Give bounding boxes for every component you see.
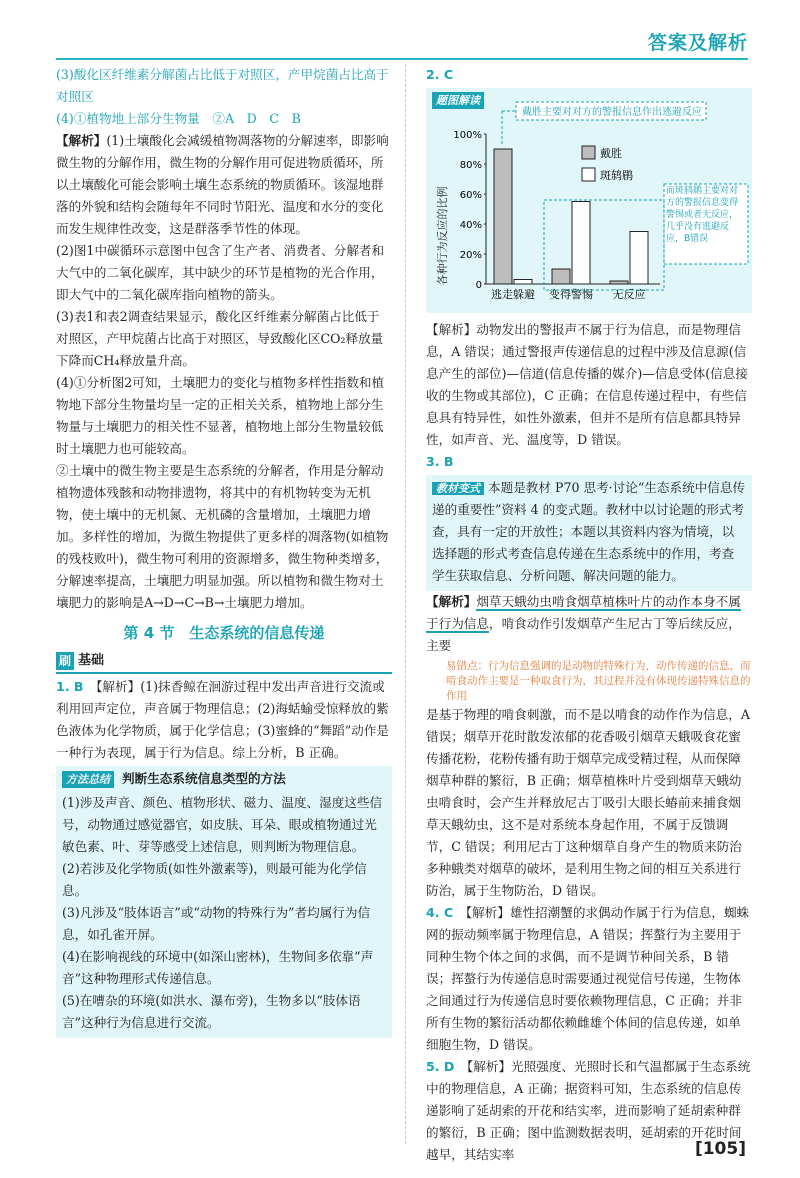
page-number: [105] xyxy=(694,1139,746,1159)
figure-interpretation xyxy=(426,88,752,313)
figure-badge: 题图解读 xyxy=(432,92,484,109)
legend-label: 戴胜 xyxy=(600,147,622,160)
method-item: (3)凡涉及“肢体语言”或“动物的特殊行为”者均属行为信息，如孔雀开屏。 xyxy=(62,905,371,942)
annotation-right: 而斑鸫鹛主要对对方的警报信息变得警惕或者无反应，几乎没有逃避反应，B错误 xyxy=(666,186,739,244)
textbook-badge: 教材变式 xyxy=(432,482,484,495)
legend-swatch-banjiumei xyxy=(582,168,595,181)
legend-label: 斑鸫鹛 xyxy=(600,169,633,182)
explanation-label: 【解析】 xyxy=(56,133,107,148)
y-tick-label: 60% xyxy=(459,190,482,201)
explanation-1: 【解析】(1)土壤酸化会减缓植物凋落物的分解速率，即影响微生物的分解作用，微生物的分解作用可促进物质循环，所以土壤酸化可能会影响土壤生态系统的物质循环。该湿地群落的外貌和结构会随每年不同时节阳光、温度和水分的变化而发生规律性改变，这是群落季节性的体现。 xyxy=(56,133,389,236)
explanation-2: (2)图1中碳循环示意图中包含了生产者、消费者、分解者和大气中的二氧化碳库，其中缺少的环节是植物的光合作用，即大气中的二氧化碳库指向植物的箭头。 xyxy=(56,243,385,302)
bar-banjiumei xyxy=(630,232,648,285)
y-tick-label: 20% xyxy=(459,250,482,261)
bar-banjiumei xyxy=(572,202,590,285)
question-number: 1. B xyxy=(56,679,84,694)
basic-section-bar xyxy=(56,650,392,674)
column-divider xyxy=(405,64,406,1144)
error-prone-note: 易错点：行为信息强调的是动物的特殊行为，动作传递的信息，而啃食动作主要是一种取食行为，其过程并没有体现传递特殊信息的作用 xyxy=(446,660,751,702)
bar-daisheng xyxy=(494,149,512,284)
header-title: 答案及解析 xyxy=(647,32,748,54)
method-title: 判断生态系统信息类型的方法 xyxy=(122,771,286,786)
question-3-explanation-rest: 是基于物理的啃食刺激，而不是以啃食的动作作为信息，A 错误；烟草开花时散发浓郁的花香吸引烟草天蛾吸食花蜜传播花粉，花粉传播有助于烟草完成受精过程，从而保障烟草种群的繁衍，B 正确；烟草植株叶片受到烟草天蛾幼虫啃食时，会产生并释放尼古丁吸引大眼长蝽前来捕食烟草天蛾幼虫，这不是对系统本身起作用，不属于反馈调节，C 错误；利用尼古丁这种烟草自身产生的物质来防治多种蛾类对烟草的破坏，是利用生物之间的相互关系进行防治，属于生物防治，D 错误。 xyxy=(426,707,750,898)
basic-label: 基础 xyxy=(78,653,105,668)
x-tick-label: 逃走躲避 xyxy=(491,288,535,301)
x-tick-label: 变得警惕 xyxy=(549,288,593,301)
method-badge: 方法总结 xyxy=(62,771,114,788)
bar-daisheng xyxy=(552,269,570,284)
method-item: (4)在影响视线的环境中(如深山密林)，生物间多依靠“声音”这种物理形式传递信息。 xyxy=(62,949,374,986)
section-title: 第 4 节 生态系统的信息传递 xyxy=(123,624,325,642)
explanation-4: (4)①分析图2可知，土壤肥力的变化与植物多样性指数和植物地下部分生物量均呈一定的正相关关系，植物地上部分生物量与土壤肥力的相关性不显著，植物地上部分生物量较低时土壤肥力也可能较高。 xyxy=(56,375,385,456)
bar-daisheng xyxy=(610,281,628,284)
textbook-variant: 教材变式 本题是教材 P70 思考·讨论“生态系统中信息传递的重要性”资料 4 的变式题。教材中以讨论题的形式考查，具有一定的开放性；本题以其资料内容为情境，以选择题的形式考查信息传递在生态系统中的作用，考查学生获取信息、分析问题、解决问题的能力。 xyxy=(432,480,746,583)
question-number: 5. D xyxy=(426,1059,455,1074)
method-summary-head xyxy=(62,768,386,790)
annotation-top: 戴胜主要对对方的警报信息作出逃避反应 xyxy=(522,107,702,118)
answer-3: (3)酸化区纤维素分解菌占比低于对照区，产甲烷菌占比高于对照区 xyxy=(56,67,389,104)
method-item: (5)在嘈杂的环境(如洪水、瀑布旁)，生物多以“肢体语言”这种行为信息进行交流。 xyxy=(62,993,361,1030)
question-1: 1. B 【解析】(1)抹香鲸在洄游过程中发出声音进行交流或利用回声定位，声音属于物理信息；(2)海蛞蝓受惊释放的紫色液体为化学物质，属于化学信息；(3)蜜蜂的“舞蹈”动作是一种行为表现，属于行为信息。综上分析，B 正确。 xyxy=(56,679,389,760)
header-rule xyxy=(56,58,748,60)
question-number: 4. C xyxy=(426,905,454,920)
answer-4: (4)①植物地上部分生物量 ②A D C B xyxy=(56,111,301,126)
method-item: (2)若涉及化学物质(如性外激素等)，则最可能为化学信息。 xyxy=(62,861,367,898)
question-3-explanation: 【解析】烟草天蛾幼虫啃食烟草植株叶片的动作本身不属于行为信息，啃食动作引发烟草产生尼古丁等后续反应，主要 xyxy=(426,594,741,653)
y-tick-label: 100% xyxy=(453,130,482,141)
question-number: 2. C xyxy=(426,67,454,82)
bar-chart xyxy=(426,88,752,313)
method-summary-box xyxy=(56,766,392,1038)
explanation-5: ②土壤中的微生物主要是生态系统的分解者，作用是分解动植物遗体残骸和动物排遗物，将其中的有机物转变为无机物，使土壤中的无机氮、无机磷的含量增加，土壤肥力增加。多样性的增加，为微生物提供了更多样的凋落物(如植物的残枝败叶)，微生物可利用的资源增多，微生物种类增多，分解速率提高，土壤肥力明显加强。所以植物和微生物对土壤肥力的影响是A→D→C→B→土壤肥力增加。 xyxy=(56,463,389,610)
y-tick-label: 80% xyxy=(459,160,482,171)
question-number: 3. B xyxy=(426,454,454,469)
left-column xyxy=(56,64,392,1038)
textbook-variant-box xyxy=(426,475,752,591)
question-5: 5. D 【解析】光照强度、光照时长和气温都属于生态系统中的物理信息，A 正确；据资料可知，生态系统的信息传递影响了延胡索的开花和结实率，进而影响了延胡索种群的繁衍，B 正确；图中监测数据表明，延胡索的开花时间越早，其结实率 xyxy=(426,1059,751,1162)
question-2-explanation: 【解析】动物发出的警报声不属于行为信息，而是物理信息，A 错误；通过警报声传递信息的过程中涉及信息源(信息产生的部位)—信道(信息传播的媒介)—信息受体(信息接收的生物或其部位)，C 正确；在信息传递过程中，有些信息具有特异性，如性外激素，但并不是所有信息都具特异性，如声音、光、温度等，D 错误。 xyxy=(426,322,748,447)
y-tick-label: 40% xyxy=(459,220,482,231)
question-4: 4. C 【解析】雄性招潮蟹的求偶动作属于行为信息，蜘蛛网的振动频率属于物理信息，A 错误；挥螯行为主要用于同种生物个体之间的求偶，而不是调节种间关系，B 错误；挥螯行为传递信息时需要通过视觉信号传递，生物体之间通过行为传递信息时要依赖物理信息，C 正确；并非所有生物的繁衍活动都依赖雌雄个体间的信息传递，如单细胞生物，D 错误。 xyxy=(426,905,750,1052)
right-column xyxy=(426,64,752,1166)
brush-icon: 刷 xyxy=(56,652,74,670)
legend-swatch-daisheng xyxy=(582,146,595,159)
x-tick-label: 无反应 xyxy=(612,288,646,301)
y-axis-label: 各种行为反应的比例 xyxy=(436,186,449,286)
highlight-phrase: 烟草天蛾幼虫啃食烟草植株叶片的动作本身不属于行为信息 xyxy=(426,594,741,631)
page-header xyxy=(0,0,800,60)
y-tick-label: 0 xyxy=(475,280,482,291)
explanation-3: (3)表1和表2调查结果显示，酸化区纤维素分解菌占比低于对照区，产甲烷菌占比高于对照区，导致酸化区CO₂释放量下降而CH₄释放量升高。 xyxy=(56,309,384,368)
method-item: (1)涉及声音、颜色、植物形状、磁力、温度、湿度这些信号，动物通过感觉器官，如皮肤、耳朵、眼或植物通过光敏色素、叶、芽等感受上述信息，则判断为物理信息。 xyxy=(62,795,383,854)
bar-banjiumei xyxy=(514,280,532,285)
